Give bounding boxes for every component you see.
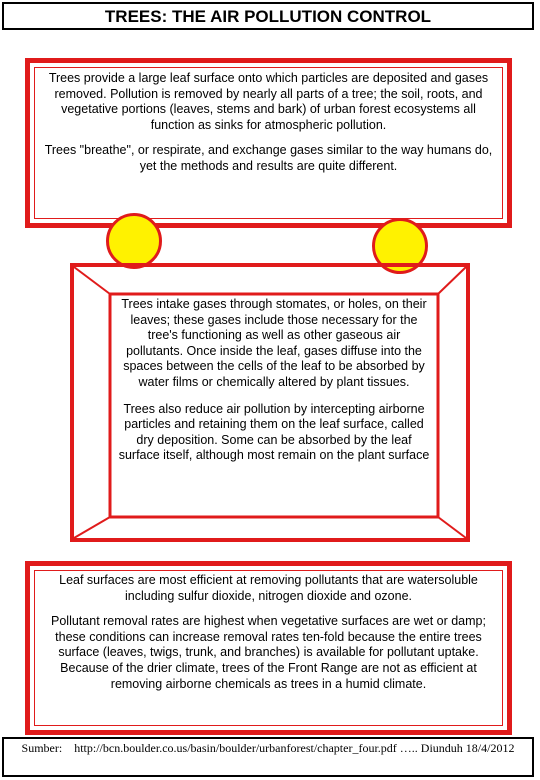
source-footer (2, 737, 534, 777)
source-url: http://bcn.boulder.co.us/basin/boulder/urbanforest/chapter_four.pdf (74, 741, 397, 755)
intro-paragraph-1: Trees provide a large leaf surface onto which particles are deposited and gases removed. Pollution is removed by nearly all parts of a tree; the soil, roots, and vegetative portions (leaves, stems and bark) of urban forest ecosystems all function as sinks for atmospheric pollution. (48, 71, 489, 132)
frame-bevel-bottom-left (74, 517, 110, 538)
stomates-paragraph-1: Trees intake gases through stomates, or holes, on their leaves; these gases include those necessary for the tree's functioning as well as other gaseous air pollutants. Once inside the leaf, gases diffuse into the spaces between the cells of the leaf to be absorbed by water films or chemically altered by plant tissues. (121, 297, 427, 389)
frame-bevel-bottom-right (438, 517, 466, 538)
intro-paragraph-2: Trees "breathe", or respirate, and exchange gases similar to the way humans do, yet the methods and results are quite different. (44, 143, 493, 173)
page-title: TREES: THE AIR POLLUTION CONTROL (2, 2, 534, 30)
removal-box (25, 561, 512, 735)
stomates-paragraph-2: Trees also reduce air pollution by intercepting airborne particles and retaining them on the leaf surface, called dry deposition. Some can be absorbed by the leaf surface itself, although most remain on the plant surface (118, 401, 430, 463)
removal-paragraph-2: Pollutant removal rates are highest when vegetative surfaces are wet or damp; these conditions can increase removal rates ten-fold because the entire trees surface (leaves, twigs, trunk, and branches) is available for pollutant uptake. Because of the drier climate, trees of the Front Range are not as efficient at removing airborne chemicals as trees in a humid climate. (51, 614, 486, 691)
frame-bevel-top-left (74, 267, 110, 294)
frame-bevel-top-right (438, 267, 466, 294)
removal-paragraph-1: Leaf surfaces are most efficient at removing pollutants that are watersoluble including sulfur dioxide, nitrogen dioxide and ozone. (59, 573, 478, 603)
removal-box-inner (34, 570, 503, 726)
source-suffix: ….. Diunduh 18/4/2012 (399, 741, 515, 755)
stomates-box-text (114, 294, 434, 514)
source-label: Sumber: (21, 741, 63, 755)
